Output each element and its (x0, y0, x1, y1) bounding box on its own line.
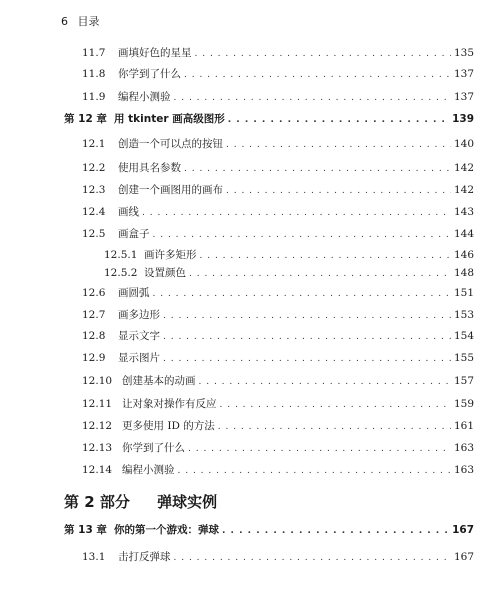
dot-leader (226, 183, 451, 199)
toc-entry (0, 204, 494, 220)
toc-entry-number: 12.9 (82, 352, 106, 364)
toc-entry-title: 画盒子 (118, 228, 150, 240)
toc-entry-number: 12.5 (82, 228, 106, 240)
toc-entry-number: 12.3 (82, 184, 106, 196)
toc-entry-page: 159 (453, 398, 474, 410)
toc-entry (0, 549, 494, 565)
toc-subentry (0, 247, 494, 263)
toc-entry-page: 153 (453, 309, 474, 321)
toc-entry-number: 12.8 (82, 330, 106, 342)
toc-entry (0, 396, 494, 412)
toc-entry-page: 143 (453, 206, 474, 218)
dot-leader (153, 286, 451, 302)
toc-entry-title: 编程小测验 (122, 464, 175, 476)
dot-leader (142, 205, 451, 221)
toc-entry-number: 12.1 (82, 138, 106, 150)
toc-chapter-number: 第 12 章 (64, 113, 107, 125)
page-header (61, 13, 100, 29)
dot-leader (163, 308, 451, 324)
toc-entry-title: 创建一个画图用的画布 (118, 184, 223, 196)
toc-entry (0, 440, 494, 456)
header-title: 目录 (77, 15, 100, 28)
toc-entry-title: 编程小测验 (118, 91, 171, 103)
toc-entry-title: 击打反弹球 (118, 551, 171, 563)
header-page-number: 6 (61, 15, 68, 28)
toc-chapter-page: 139 (452, 113, 474, 125)
toc-entry-title: 你学到了什么 (122, 442, 185, 454)
toc-entry (0, 328, 494, 344)
toc-entry-number: 12.6 (82, 287, 106, 299)
toc-entry-page: 151 (453, 287, 474, 299)
toc-entry-title: 让对象对操作有反应 (122, 398, 217, 410)
toc-entry (0, 160, 494, 176)
toc-entry-page: 154 (453, 330, 474, 342)
toc-entry (0, 45, 494, 61)
toc-chapter-title: 你的第一个游戏：弹球 (114, 524, 219, 536)
toc-entry-title: 画填好色的星星 (118, 47, 192, 59)
part-number: 第 2 部分 (64, 493, 130, 511)
dot-leader (199, 374, 451, 390)
toc-entry-title: 显示文字 (118, 330, 160, 342)
toc-entry (0, 226, 494, 242)
toc-entry-title: 创建基本的动画 (122, 375, 196, 387)
dot-leader (153, 227, 451, 243)
part-title: 弹球实例 (157, 493, 218, 511)
toc-entry-page: 140 (453, 138, 474, 150)
toc-chapter-page: 167 (452, 524, 474, 536)
toc-entry (0, 136, 494, 152)
toc-entry (0, 66, 494, 82)
toc-entry-page: 142 (453, 162, 474, 174)
toc-subentry-page: 146 (453, 249, 474, 261)
dot-leader (195, 46, 451, 62)
toc-entry-title: 创造一个可以点的按钮 (118, 138, 223, 150)
toc-subentry-title: 画许多矩形 (144, 249, 197, 261)
toc-entry-number: 12.2 (82, 162, 106, 174)
toc-entry-page: 163 (453, 464, 474, 476)
dot-leader (184, 67, 451, 83)
toc-entry-page: 155 (453, 352, 474, 364)
toc-entry-number: 12.10 (82, 375, 113, 387)
dot-leader (178, 463, 451, 479)
dot-leader (163, 329, 451, 345)
toc-entry-page: 167 (453, 551, 474, 563)
toc-entry (0, 89, 494, 105)
toc-entry-number: 12.11 (82, 398, 113, 410)
toc-entry (0, 182, 494, 198)
toc-entry (0, 285, 494, 301)
toc-entry-number: 11.9 (82, 91, 106, 103)
toc-entry-page: 163 (453, 442, 474, 454)
toc-entry-title: 画多边形 (118, 309, 160, 321)
toc-entry-page: 137 (453, 91, 474, 103)
toc-entry-number: 12.4 (82, 206, 106, 218)
toc-entry (0, 373, 494, 389)
toc-entry (0, 350, 494, 366)
dot-leader (228, 112, 449, 128)
toc-entry-title: 你学到了什么 (118, 68, 181, 80)
toc-entry-page: 135 (453, 47, 474, 59)
toc-entry-title: 使用具名参数 (118, 162, 181, 174)
toc-entry-number: 12.7 (82, 309, 106, 321)
toc-entry (0, 462, 494, 478)
toc-subentry-page: 148 (453, 267, 474, 279)
toc-entry-page: 161 (453, 420, 474, 432)
toc-entry-page: 142 (453, 184, 474, 196)
toc-entry-title: 更多使用 ID 的方法 (122, 420, 215, 432)
toc-chapter-entry (0, 111, 494, 127)
dot-leader (188, 441, 451, 457)
toc-subentry (0, 265, 494, 281)
dot-leader (163, 351, 451, 367)
dot-leader (222, 523, 449, 539)
toc-entry-title: 显示图片 (118, 352, 160, 364)
toc-entry (0, 418, 494, 434)
toc-entry-number: 12.12 (82, 420, 113, 432)
toc-entry-page: 157 (453, 375, 474, 387)
toc-entry-page: 137 (453, 68, 474, 80)
dot-leader (184, 161, 451, 177)
toc-entry-number: 11.7 (82, 47, 106, 59)
dot-leader (174, 550, 451, 566)
toc-subentry-number: 12.5.1 (104, 249, 138, 261)
toc-entry-title: 画线 (118, 206, 139, 218)
toc-entry (0, 307, 494, 323)
dot-leader (218, 419, 451, 435)
dot-leader (189, 266, 451, 282)
part-heading (64, 491, 217, 512)
toc-chapter-entry (0, 522, 494, 538)
dot-leader (226, 137, 451, 153)
toc-entry-number: 13.1 (82, 551, 106, 563)
toc-subentry-number: 12.5.2 (104, 267, 138, 279)
dot-leader (200, 248, 451, 264)
dot-leader (220, 397, 451, 413)
toc-entry-page: 144 (453, 228, 474, 240)
toc-subentry-title: 设置颜色 (144, 267, 186, 279)
toc-entry-title: 画圆弧 (118, 287, 150, 299)
toc-entry-number: 12.14 (82, 464, 113, 476)
toc-chapter-title: 用 tkinter 画高级图形 (114, 113, 225, 125)
toc-entry-number: 12.13 (82, 442, 113, 454)
toc-chapter-number: 第 13 章 (64, 524, 107, 536)
toc-entry-number: 11.8 (82, 68, 106, 80)
dot-leader (174, 90, 451, 106)
